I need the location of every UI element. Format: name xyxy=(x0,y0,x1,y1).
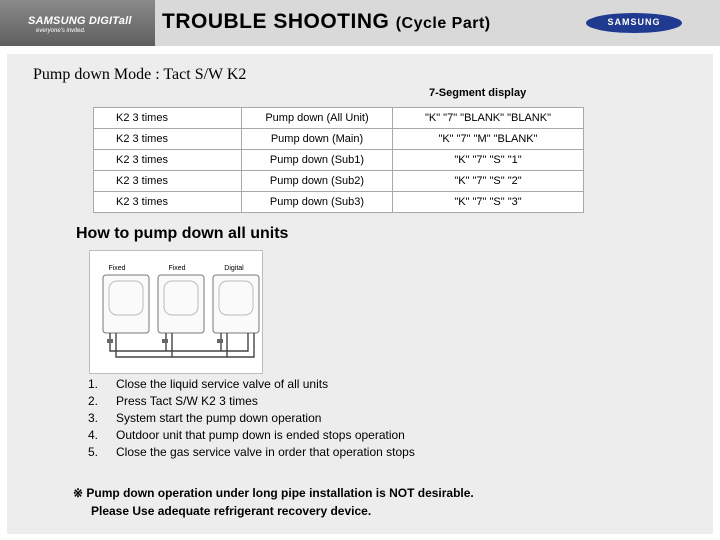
list-item xyxy=(88,427,415,444)
table-cell-mode: Pump down (Sub2) xyxy=(242,171,393,192)
outdoor-unit-2 xyxy=(158,275,204,333)
table-cell-display: "K" "7" "M" "BLANK" xyxy=(393,129,584,150)
step-number: 5. xyxy=(88,445,99,459)
step-text: Close the liquid service valve of all units xyxy=(116,377,329,391)
list-item xyxy=(88,410,415,427)
note-symbol: ※ xyxy=(73,486,84,500)
header-bar xyxy=(0,0,720,46)
table-cell-mode: Pump down (Main) xyxy=(242,129,393,150)
list-item xyxy=(88,393,415,410)
table-cell-key: K2 3 times xyxy=(94,129,242,150)
outdoor-unit-1 xyxy=(103,275,149,333)
segment-display-label: 7-Segment display xyxy=(429,87,527,99)
samsung-logo-text: SAMSUNG xyxy=(607,17,661,27)
table-cell-display: "K" "7" "S" "1" xyxy=(393,150,584,171)
title-main: TROUBLE SHOOTING xyxy=(162,10,390,33)
step-text: Press Tact S/W K2 3 times xyxy=(116,394,258,408)
refrigerant-pipes xyxy=(110,333,254,357)
table-cell-mode: Pump down (Sub3) xyxy=(242,192,393,213)
steps-list xyxy=(88,376,415,461)
step-number: 1. xyxy=(88,377,99,391)
unit-label-fixed-2: Fixed xyxy=(168,265,186,272)
table-cell-display: "K" "7" "S" "3" xyxy=(393,192,584,213)
outdoor-unit-3 xyxy=(213,275,259,333)
table-row xyxy=(94,108,584,129)
warning-note xyxy=(73,484,474,520)
table-cell-key: K2 3 times xyxy=(94,150,242,171)
step-number: 3. xyxy=(88,411,99,425)
brand-text: SAMSUNG DIGITall xyxy=(28,15,132,27)
unit-label-fixed-1: Fixed xyxy=(108,265,126,272)
step-number: 2. xyxy=(88,394,99,408)
pump-down-table xyxy=(93,107,584,213)
note-line-1: Pump down operation under long pipe installation is NOT desirable. xyxy=(86,486,474,500)
list-item xyxy=(88,444,415,461)
outdoor-units-diagram xyxy=(89,250,263,374)
table-cell-key: K2 3 times xyxy=(94,192,242,213)
title-sub: (Cycle Part) xyxy=(395,15,491,32)
table-cell-key: K2 3 times xyxy=(94,171,242,192)
how-to-heading: How to pump down all units xyxy=(76,225,289,242)
samsung-logo xyxy=(586,13,682,33)
step-text: System start the pump down operation xyxy=(116,411,322,425)
table-row xyxy=(94,192,584,213)
unit-label-digital: Digital xyxy=(224,265,244,272)
brand-tagline: everyone's invited. xyxy=(36,28,86,34)
page-title xyxy=(162,10,491,34)
table-row xyxy=(94,129,584,150)
table-cell-key: K2 3 times xyxy=(94,108,242,129)
mode-title: Pump down Mode : Tact S/W K2 xyxy=(33,66,247,83)
note-line-2: Please Use adequate refrigerant recovery device. xyxy=(91,504,372,518)
table-cell-display: "K" "7" "S" "2" xyxy=(393,171,584,192)
step-text: Close the gas service valve in order that operation stops xyxy=(116,445,415,459)
table-row xyxy=(94,150,584,171)
table-cell-mode: Pump down (Sub1) xyxy=(242,150,393,171)
step-number: 4. xyxy=(88,428,99,442)
samsung-digitall-logo xyxy=(0,0,155,46)
list-item xyxy=(88,376,415,393)
table-row xyxy=(94,171,584,192)
service-valves xyxy=(107,339,223,343)
table-cell-mode: Pump down (All Unit) xyxy=(242,108,393,129)
step-text: Outdoor unit that pump down is ended stops operation xyxy=(116,428,405,442)
table-cell-display: "K" "7" "BLANK" "BLANK" xyxy=(393,108,584,129)
